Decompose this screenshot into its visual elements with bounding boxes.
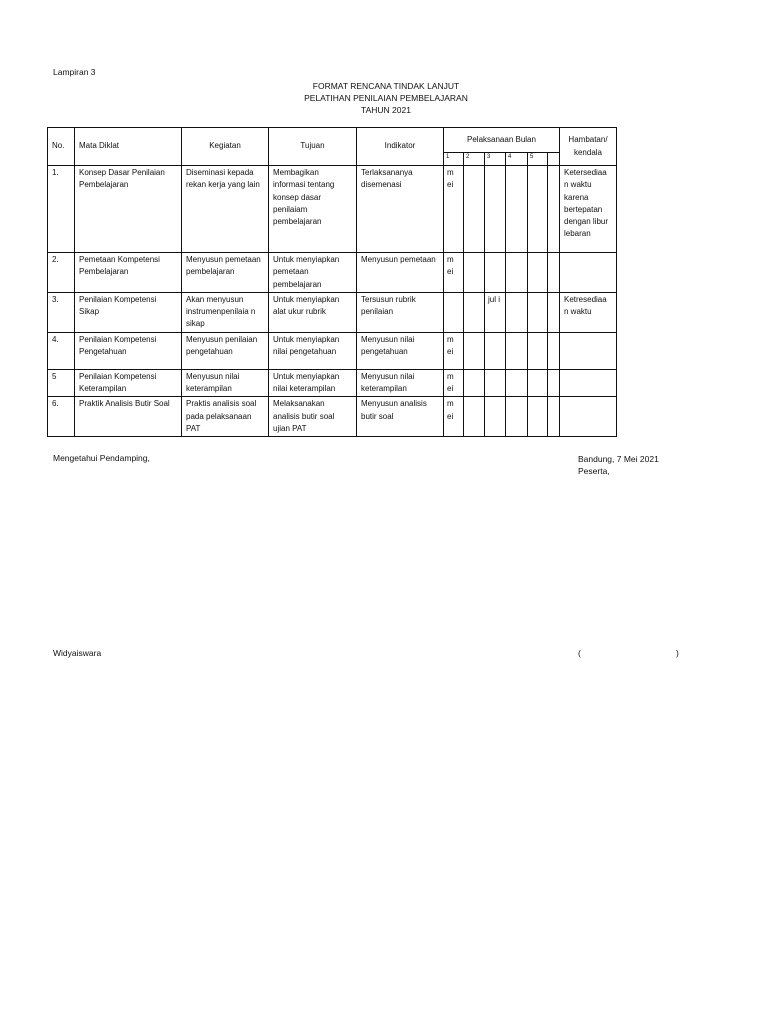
cell-hambatan (560, 369, 617, 397)
cell-month (548, 397, 560, 437)
signature-open-paren: ( (578, 648, 581, 658)
table-row (48, 292, 617, 332)
instructor-label: Widyaiswara (53, 648, 102, 658)
cell-mata-diklat: Penilaian Kompetensi Pengetahuan (75, 332, 182, 369)
cell-month (464, 253, 485, 293)
cell-month (464, 332, 485, 369)
cell-month (548, 369, 560, 397)
row-number: 3. (48, 292, 75, 332)
cell-month (506, 253, 528, 293)
row-number: 6. (48, 397, 75, 437)
month-header: 2 (464, 153, 485, 166)
col-header-indikator: Indikator (357, 128, 444, 166)
cell-month (485, 397, 506, 437)
cell-month (485, 369, 506, 397)
col-header-no: No. (48, 128, 75, 166)
cell-month (548, 292, 560, 332)
cell-tujuan: Untuk menyiapkan alat ukur rubrik (269, 292, 357, 332)
cell-month (528, 292, 548, 332)
col-header-hambatan: Hambatan/ kendala (560, 128, 617, 166)
follow-up-plan-table (47, 127, 617, 437)
cell-hambatan (560, 397, 617, 437)
cell-indikator: Terlaksananya disemenasi (357, 166, 444, 253)
cell-month (528, 166, 548, 253)
cell-month (485, 253, 506, 293)
cell-month (485, 166, 506, 253)
title-line-3: TAHUN 2021 (361, 105, 411, 115)
cell-month (506, 397, 528, 437)
cell-hambatan (560, 253, 617, 293)
cell-mata-diklat: Praktik Analisis Butir Soal (75, 397, 182, 437)
table-row (48, 369, 617, 397)
cell-kegiatan: Menyusun nilai keterampilan (182, 369, 269, 397)
cell-tujuan: Membagikan informasi tentang konsep dasar penilaiam pembelajaran (269, 166, 357, 253)
table-row (48, 253, 617, 293)
cell-month (506, 166, 528, 253)
attachment-label: Lampiran 3 (53, 67, 96, 77)
cell-indikator: Menyusun pemetaan (357, 253, 444, 293)
cell-tujuan: Melaksanakan analisis butir soal ujian PAT (269, 397, 357, 437)
col-header-tujuan: Tujuan (269, 128, 357, 166)
cell-month (506, 332, 528, 369)
cell-month (444, 292, 464, 332)
cell-kegiatan: Menyusun pemetaan pembelajaran (182, 253, 269, 293)
cell-month (506, 369, 528, 397)
month-header: 5 (528, 153, 548, 166)
cell-month (464, 292, 485, 332)
cell-month (528, 332, 548, 369)
cell-month (464, 397, 485, 437)
month-header: 3 (485, 153, 506, 166)
cell-month (548, 332, 560, 369)
signature-block-right (578, 453, 659, 477)
row-number: 2. (48, 253, 75, 293)
month-header (548, 153, 560, 166)
cell-mata-diklat: Penilaian Kompetensi Keterampilan (75, 369, 182, 397)
cell-mata-diklat: Konsep Dasar Penilaian Pembelajaran (75, 166, 182, 253)
row-number: 1. (48, 166, 75, 253)
cell-kegiatan: Diseminasi kepada rekan kerja yang lain (182, 166, 269, 253)
cell-month (464, 369, 485, 397)
cell-month: m ei (444, 332, 464, 369)
month-header: 4 (506, 153, 528, 166)
cell-month: m ei (444, 397, 464, 437)
cell-kegiatan: Praktis analisis soal pada pelaksanaan PAT (182, 397, 269, 437)
table-row (48, 332, 617, 369)
cell-kegiatan: Menyusun penilaian pengetahuan (182, 332, 269, 369)
cell-hambatan: Ketersediaa n waktu karena bertepatan dengan libur lebaran (560, 166, 617, 253)
cell-tujuan: Untuk menyiapkan pemetaan pembelajaran (269, 253, 357, 293)
cell-month: m ei (444, 369, 464, 397)
cell-indikator: Menyusun nilai pengetahuan (357, 332, 444, 369)
cell-month (464, 166, 485, 253)
cell-month (528, 397, 548, 437)
cell-mata-diklat: Pemetaan Kompetensi Pembelajaran (75, 253, 182, 293)
cell-hambatan (560, 332, 617, 369)
cell-mata-diklat: Penilaian Kompetensi Sikap (75, 292, 182, 332)
cell-indikator: Menyusun nilai keterampilan (357, 369, 444, 397)
col-header-kegiatan: Kegiatan (182, 128, 269, 166)
cell-month (528, 369, 548, 397)
cell-indikator: Tersusun rubrik penilaian (357, 292, 444, 332)
table-row (48, 166, 617, 253)
cell-month (506, 292, 528, 332)
cell-month (485, 332, 506, 369)
col-header-mata-diklat: Mata Diklat (75, 128, 182, 166)
cell-hambatan: Ketresediaa n waktu (560, 292, 617, 332)
cell-tujuan: Untuk menyiapkan nilai keterampilan (269, 369, 357, 397)
cell-month: jul i (485, 292, 506, 332)
cell-month: m ei (444, 253, 464, 293)
title-line-2: PELATIHAN PENILAIAN PEMBELAJARAN (304, 93, 468, 103)
title-line-1: FORMAT RENCANA TINDAK LANJUT (312, 81, 460, 91)
cell-tujuan: Untuk menyiapkan nilai pengetahuan (269, 332, 357, 369)
acknowledgement-label: Mengetahui Pendamping, (53, 453, 150, 463)
table-row (48, 397, 617, 437)
cell-month (548, 253, 560, 293)
place-date: Bandung, 7 Mei 2021 (578, 454, 659, 464)
cell-indikator: Menyusun analisis butir soal (357, 397, 444, 437)
cell-month (548, 166, 560, 253)
row-number: 4. (48, 332, 75, 369)
col-header-pelaksanaan: Pelaksanaan Bulan (444, 128, 560, 153)
cell-month: m ei (444, 166, 464, 253)
month-header: 1 (444, 153, 464, 166)
row-number: 5 (48, 369, 75, 397)
signature-close-paren: ) (676, 648, 679, 658)
participant-label: Peserta, (578, 466, 610, 476)
cell-month (528, 253, 548, 293)
cell-kegiatan: Akan menyusun instrumenpenilaia n sikap (182, 292, 269, 332)
